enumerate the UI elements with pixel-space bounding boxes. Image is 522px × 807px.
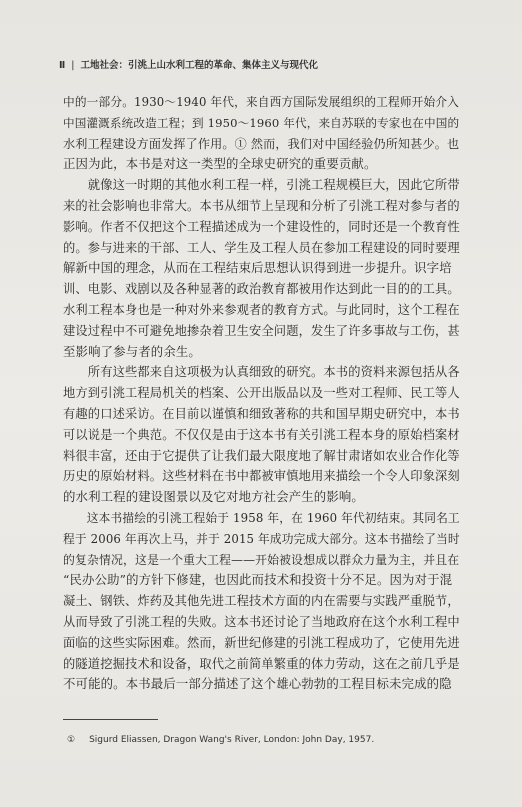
text-line: 的复杂情况，这是一个重大工程——开始被设想成以群众力量为主，并且在 [63,552,460,567]
text-line: 正因为此，本书是对这一类型的全球史研究的重要贡献。 [63,156,377,172]
text-line: 来的社会影响也非常大。本书从细节上呈现和分析了引洮工程对参与者的 [63,198,460,213]
text-line: 的隧道挖掘技术和设备，取代之前简单繁重的体力劳动，这在之前几乎是 [63,656,460,671]
text-line: 料很丰富，还由于它提供了让我们最大限度地了解甘肃诸如农业合作化等 [63,448,460,463]
footnote [67,735,374,745]
text-line: 解新中国的理念，从而在工程结束后思想认识得到进一步提升。识字培 [63,260,452,276]
text-line: 可以说是一个典范。不仅仅是由于这本书有关引洮工程本身的原始档案材 [63,427,460,442]
text-line: 这本书描绘的引洮工程始于 1958 年，在 1960 年代初结束。其同名工 [63,510,460,525]
text-line: 有趣的口述采访。在目前以谨慎和细致著称的共和国早期史研究中，本书 [63,406,460,421]
text-line: 程于 2006 年再次上马，并于 2015 年成功完成大部分。这本书描绘了当时 [63,531,460,546]
footnote-text: Sigurd Eliassen, Dragon Wang's River, London: John Day, 1957. [89,735,375,745]
text-line: 中国灌溉系统改造工程；到 1950～1960 年代，来自苏联的专家也在中国的 [63,115,460,130]
text-line: 历史的原始材料。这些材料在书中都被审慎地用来描绘一个令人印象深刻 [63,469,460,484]
footnote-mark: ① [67,735,76,745]
text-line: 水利工程建设方面发挥了作用。① 然而，我们对中国经验仍所知甚少。也 [63,136,460,151]
text-line: 从而导致了引洮工程的失败。这本书还讨论了当地政府在这个水利工程中 [63,614,460,629]
running-header [59,57,318,71]
text-line: 不可能的。本书最后一部分描述了这个雄心勃勃的工程目标未完成的隐 [63,676,452,692]
text-line: 的水利工程的建设图景以及它对地方社会产生的影响。 [63,489,364,505]
text-line: 地方到引洮工程局机关的档案、公开出版品以及一些对工程师、民工等人 [63,386,460,401]
text-line: 就像这一时期的其他水利工程一样，引洮工程规模巨大，因此它所带 [63,178,460,193]
text-line: 水利工程本身也是一种对外来参观者的教育方式。与此同时，这个工程在 [63,302,460,317]
text-line: 建设过程中不可避免地掺杂着卫生安全问题，发生了许多事故与工伤，甚 [63,323,460,338]
text-line: 训、电影、戏剧以及各种显著的政治教育都被用作达到此一目的的工具。 [63,282,460,297]
text-line: 影响。作者不仅把这个工程描述成为一个建设性的，同时还是一个教育性 [63,219,460,234]
text-line: 至影响了参与者的余生。 [63,343,201,359]
text-line: 的。参与进来的干部、工人、学生及工程人员在参加工程建设的同时要理 [63,240,460,255]
text-line: 中的一部分。1930～1940 年代，来自西方国际发展组织的工程师开始介入 [63,95,460,109]
footnote-divider [63,719,158,720]
text-line: 凝土、钢铁、炸药及其他先进工程技术方面的内在需要与实践严重脱节， [63,594,460,609]
text-line: “民办公助”的方针下修建，也因此而技术和投资十分不足。因为对于混 [63,572,453,588]
text-line: 面临的这些实际困难。然而，新世纪修建的引洮工程成功了，它使用先进 [63,635,460,650]
body-text [63,92,460,695]
page-number: Ⅱ [59,60,66,71]
header-separator: | [71,60,75,71]
running-title: 工地社会：引洮上山水利工程的革命、集体主义与现代化 [80,60,318,71]
text-line: 所有这些都来自这项极为认真细致的研究。本书的资料来源包括从各 [63,365,460,380]
